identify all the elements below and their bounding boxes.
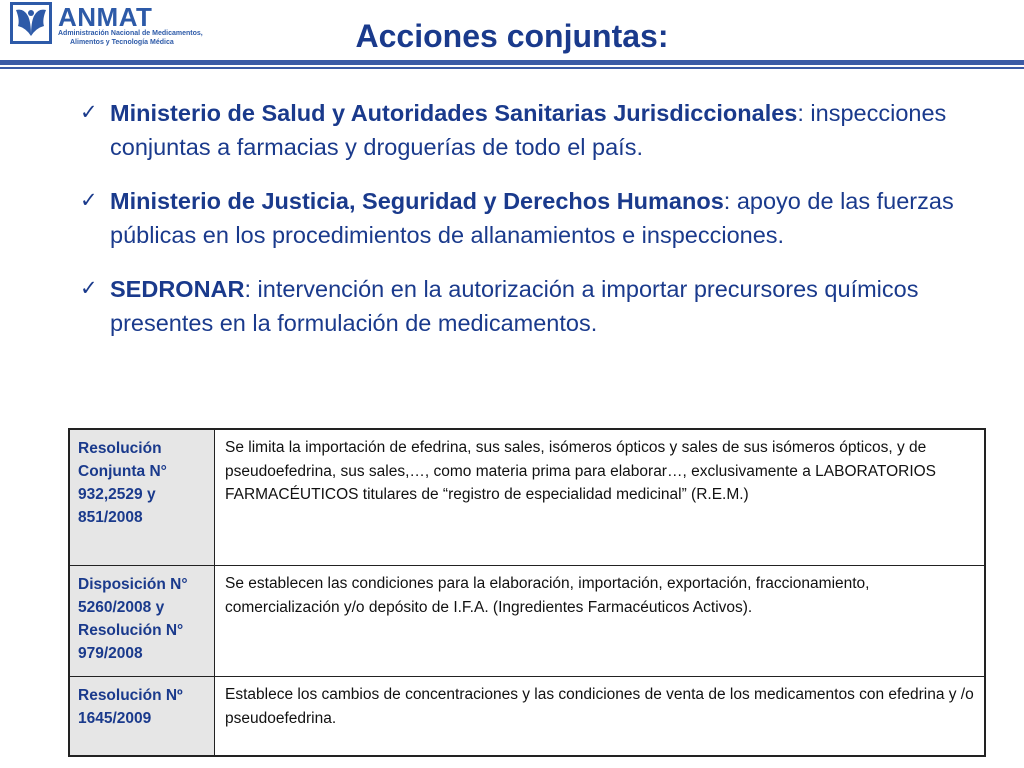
logo-name: ANMAT bbox=[58, 2, 153, 32]
bullet-text: : apoyo de las fuerzas públicas en los procedimientos de allanamientos e inspecciones. bbox=[110, 188, 954, 248]
bullet-heading: Ministerio de Salud y Autoridades Sanitarias Jurisdiccionales bbox=[110, 100, 798, 126]
table-cell-description: Se establecen las condiciones para la elaboración, importación, exportación, fraccionamiento, comercialización y/o depósito de I.F.A. (Ingredientes Farmacéuticos Activos). bbox=[225, 575, 870, 616]
table-row bbox=[70, 676, 984, 755]
header-rule-thick bbox=[0, 60, 1024, 65]
bullet-item bbox=[80, 272, 1000, 340]
slide-header bbox=[0, 0, 1024, 62]
table-cell-norm: Disposición N° 5260/2008 y Resolución N° 979/2008 bbox=[70, 566, 215, 676]
bullet-item bbox=[80, 96, 1000, 164]
bullet-heading: Ministerio de Justicia, Seguridad y Derechos Humanos bbox=[110, 188, 724, 214]
header-rule-thin bbox=[0, 67, 1024, 69]
bullet-item bbox=[80, 184, 1000, 252]
table-cell-norm: Resolución Conjunta N° 932,2529 y 851/2008 bbox=[70, 430, 215, 565]
bullet-text: : intervención en la autorización a importar precursores químicos presentes en la formulación de medicamentos. bbox=[110, 276, 919, 336]
table-cell-description: Se limita la importación de efedrina, sus sales, isómeros ópticos y sales de sus isómeros ópticos, y de pseudoefedrina, sus sales,…, como materia prima para elaborar…, exclusivamente a LABORATORIOS FARMACÉUTICOS titulares de “registro de especialidad medicinal” (R.E.M.) bbox=[225, 439, 937, 503]
bullet-text: : inspecciones conjuntas a farmacias y droguerías de todo el país. bbox=[110, 100, 947, 160]
table-cell-norm: Resolución Nº 1645/2009 bbox=[70, 677, 215, 755]
bullet-list bbox=[80, 96, 1000, 360]
table-row bbox=[70, 565, 984, 676]
checkmark-icon: ✓ bbox=[80, 189, 98, 212]
logo-subtitle-line1: Administración Nacional de Medicamentos, bbox=[58, 30, 203, 37]
logo-subtitle-line2: Alimentos y Tecnología Médica bbox=[70, 39, 174, 46]
checkmark-icon: ✓ bbox=[80, 101, 98, 124]
bullet-heading: SEDRONAR bbox=[110, 276, 245, 302]
regulations-table bbox=[68, 428, 986, 757]
page-title: Acciones conjuntas: bbox=[355, 18, 669, 54]
checkmark-icon: ✓ bbox=[80, 277, 98, 300]
table-cell-description: Establece los cambios de concentraciones y las condiciones de venta de los medicamentos con efedrina y /o pseudoefedrina. bbox=[225, 686, 974, 727]
table-row bbox=[70, 430, 984, 565]
